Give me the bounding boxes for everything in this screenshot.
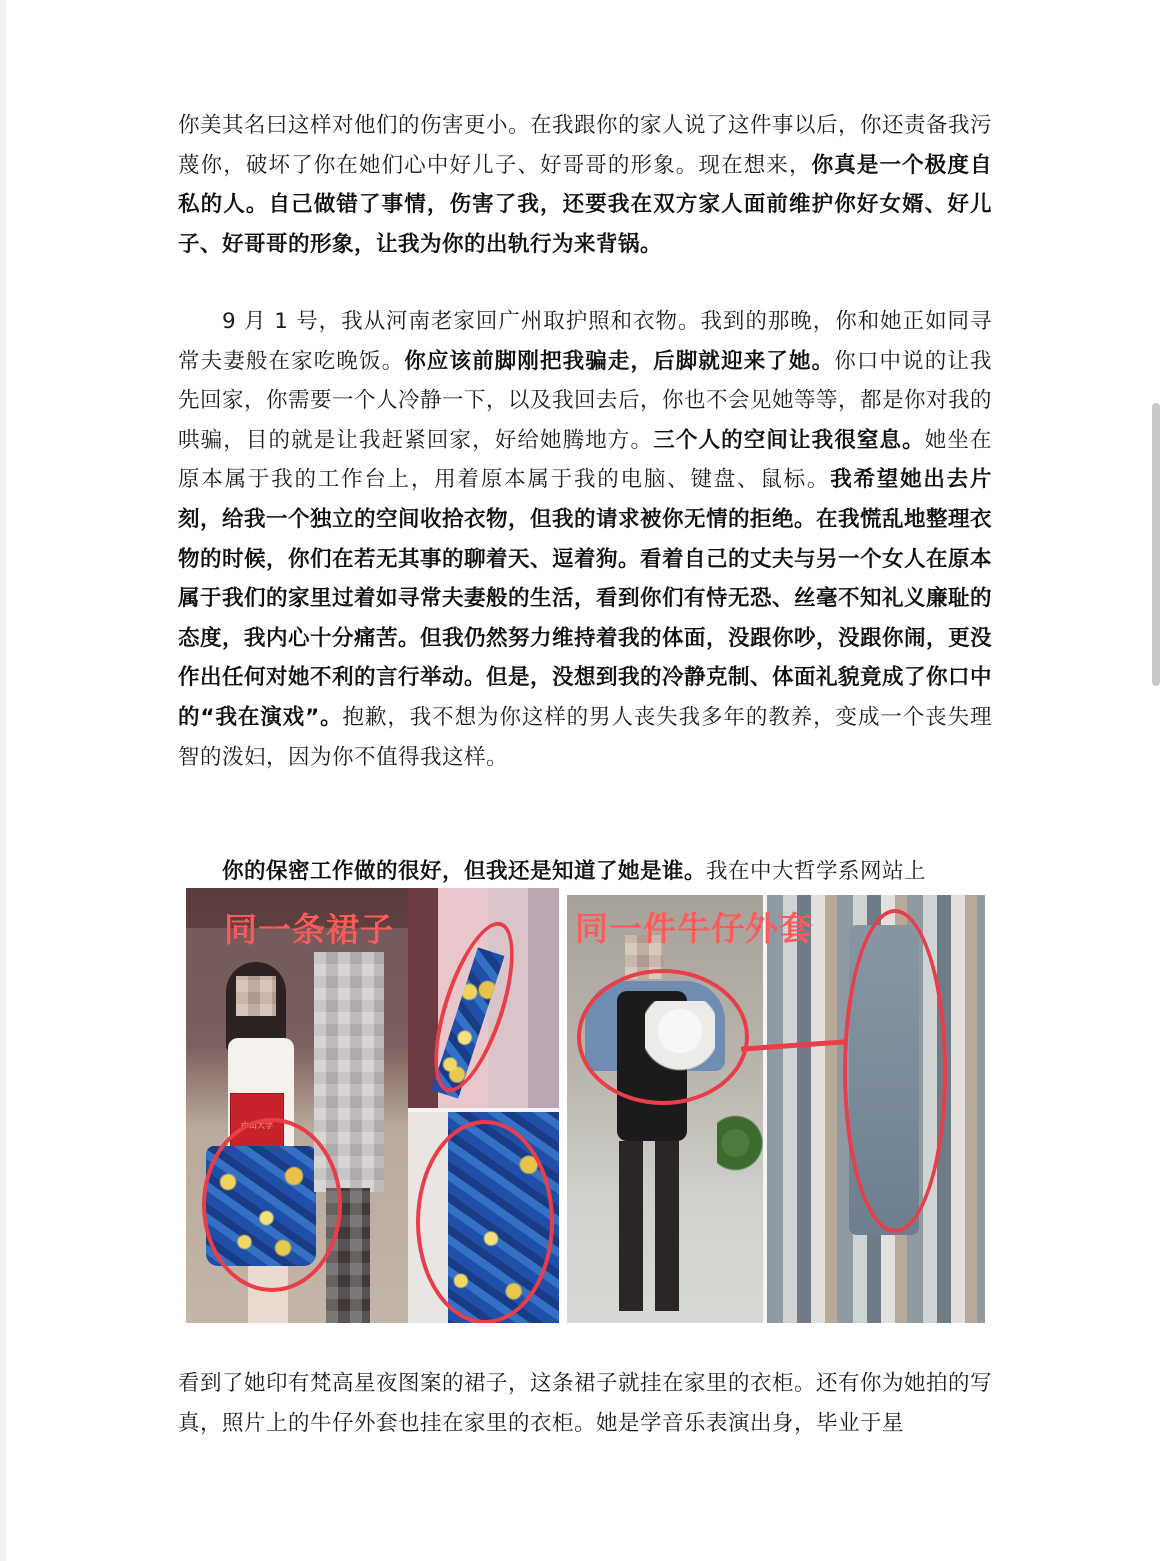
caption-same-skirt: 同一条裙子 (224, 910, 394, 949)
paragraph-2 (178, 302, 992, 777)
legs-stockings (619, 1141, 679, 1311)
skirt-fabric-circle (416, 1120, 554, 1323)
page-edge (0, 0, 6, 1561)
photo-skirt-comparison (186, 888, 559, 1323)
bold-text-run: 你应该前脚刚把我骗走，后脚就迎来了她。 (404, 348, 835, 374)
paragraph-3 (178, 852, 992, 892)
photo-jacket-comparison (567, 895, 985, 1323)
text-run: 看到了她印有梵高星夜图案的裙子，这条裙子就挂在家里的衣柜。还有你为她拍的写真，照片上的牛仔外套也挂在家里的衣柜。她是学音乐表演出身，毕业于星 (178, 1371, 993, 1436)
text-run: 你美其名曰这样对他们的伤害更小。在我跟你的家人说了这件事以后，你还责备我污蔑你，破坏了你在她们心中好儿子、好哥哥的形象。现在想来， (178, 113, 993, 178)
text-run: 9 月 1 号，我从河南老家回广州取护照和衣物。我到的那晚，你和她正如同寻常夫妻般在家吃晚饭。 (178, 309, 992, 374)
text-run: 你口中说的让我先回家，你需要一个人冷静一下，以及我回去后，你也不会见她等等，都是你对我的哄骗，目的就是让我赶紧回家，好给她腾地方。 (178, 348, 993, 453)
blurred-face-left-overlay (236, 976, 276, 1016)
bold-text-run: 你真是一个极度自私的人。自己做错了事情，伤害了我，还要我在双方家人面前维护你好女婿、好儿子、好哥哥的形象，让我为你的出轨行为来背锅。 (178, 152, 992, 257)
text-run: 我在中大哲学系网站上 (706, 859, 927, 884)
jacket-worn-circle (577, 969, 749, 1105)
skirt-circle (202, 1118, 342, 1292)
text-run: 抱歉，我不想为你这样的男人丧失我多年的教养，变成一个丧失理智的泼妇，因为你不值得我这样。 (178, 704, 992, 770)
bold-text-run: 三个人的空间让我很窒息。 (653, 427, 925, 453)
scrollbar-thumb[interactable] (1152, 403, 1160, 686)
paragraph-1 (178, 106, 992, 264)
caption-same-denim-jacket: 同一件牛仔外套 (575, 909, 813, 948)
plants (717, 1095, 763, 1215)
bold-text-run: 我希望她出去片刻，给我一个独立的空间收拾衣物，但我的请求被你无情的拒绝。在我慌乱地整理衣物的时候，你们在若无其事的聊着天、逗着狗。看着自己的丈夫与另一个女人在原本属于我们的家里过着如寻常夫妻般的生活，看到你们有恃无恐、丝毫不知礼义廉耻的态度，我内心十分痛苦。但我仍然努力维持着我的体面，没跟你吵，没跟你闹，更没作出任何对她不利的言行举动。但是，没想到我的冷静克制、体面礼貌竟成了你口中的“我在演戏”。 (178, 467, 993, 730)
paragraph-4 (178, 1364, 992, 1443)
text-run: 她坐在原本属于我的工作台上，用着原本属于我的电脑、键盘、鼠标。 (178, 427, 992, 493)
jacket-hanging-circle (843, 909, 947, 1233)
diploma-text: 中山大学 (241, 1121, 273, 1130)
bold-text-run: 你的保密工作做的很好，但我还是知道了她是谁。 (222, 859, 707, 884)
